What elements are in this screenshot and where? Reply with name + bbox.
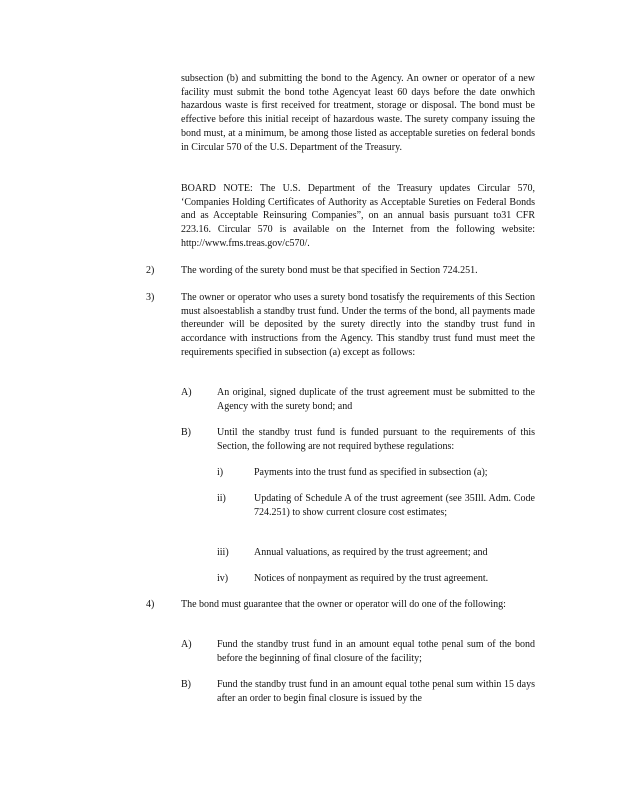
item-3-b-iv-label: iv) xyxy=(217,573,229,584)
intro-paragraph: subsection (b) and submitting the bond to the Agency. An owner or operator of a new facility must submit the bond tothe Agencyat least 60 days before the date onwhich hazardous waste is first received for treatment, storage or disposal. The bond must be effective before this initial receipt of hazardous waste. The surety company issuing the bond must, at a minimum, be among those listed as acceptable sureties on federal bonds in Circular 570 of the U.S. Department of the Treasury. xyxy=(181,73,535,153)
item-4-text: The bond must guarantee that the owner or operator will do one of the following: xyxy=(181,599,506,610)
item-3-b-ii-text: Updating of Schedule A of the trust agreement (see 35Ill. Adm. Code 724.251) to show current closure cost estimates; xyxy=(254,493,535,518)
item-3-b-i-label: i) xyxy=(217,467,224,478)
board-note-paragraph: BOARD NOTE: The U.S. Department of the Treasury updates Circular 570, ‘Companies Holding Certificates of Authority as Acceptable Sureties on Federal Bonds and as Acceptable Reinsuring Companies”, on an annual basis pursuant to31 CFR 223.16. Circular 570 is available on the Internet from the following website: http://www.fms.treas.gov/c570/. xyxy=(181,183,535,249)
item-4-sub-b-text: Fund the standby trust fund in an amount equal tothe penal sum within 15 days after an order to begin final closure is issued by the xyxy=(217,679,535,704)
item-3-b-iv-text: Notices of nonpayment as required by the trust agreement. xyxy=(254,573,489,584)
item-3-sub-a-label: A) xyxy=(181,387,192,398)
item-3-number: 3) xyxy=(146,292,155,303)
item-3-text: The owner or operator who uses a surety bond tosatisfy the requirements of this Section must alsoestablish a standby trust fund. Under the terms of the bond, all payments made thereunder will be deposited by the surety directly into the standby trust fund in accordance with instructions from the Agency. This standby trust fund must meet the requirements specified in subsection (a) except as follows: xyxy=(181,292,535,358)
item-2-number: 2) xyxy=(146,265,155,276)
item-4-sub-b-label: B) xyxy=(181,679,191,690)
item-4-sub-a-text: Fund the standby trust fund in an amount equal tothe penal sum of the bond before the beginning of final closure of the facility; xyxy=(217,639,535,664)
item-3-b-ii-label: ii) xyxy=(217,493,226,504)
item-3-b-iii-label: iii) xyxy=(217,547,229,558)
item-4-number: 4) xyxy=(146,599,155,610)
item-3-sub-a-text: An original, signed duplicate of the trust agreement must be submitted to the Agency with the surety bond; and xyxy=(217,387,535,412)
item-3-b-iii-text: Annual valuations, as required by the trust agreement; and xyxy=(254,547,488,558)
item-3-sub-b-text: Until the standby trust fund is funded pursuant to the requirements of this Section, the following are not required bythese regulations: xyxy=(217,427,535,452)
item-3-sub-b-label: B) xyxy=(181,427,191,438)
item-2-text: The wording of the surety bond must be that specified in Section 724.251. xyxy=(181,265,478,276)
item-3-b-i-text: Payments into the trust fund as specified in subsection (a); xyxy=(254,467,488,478)
item-4-sub-a-label: A) xyxy=(181,639,192,650)
